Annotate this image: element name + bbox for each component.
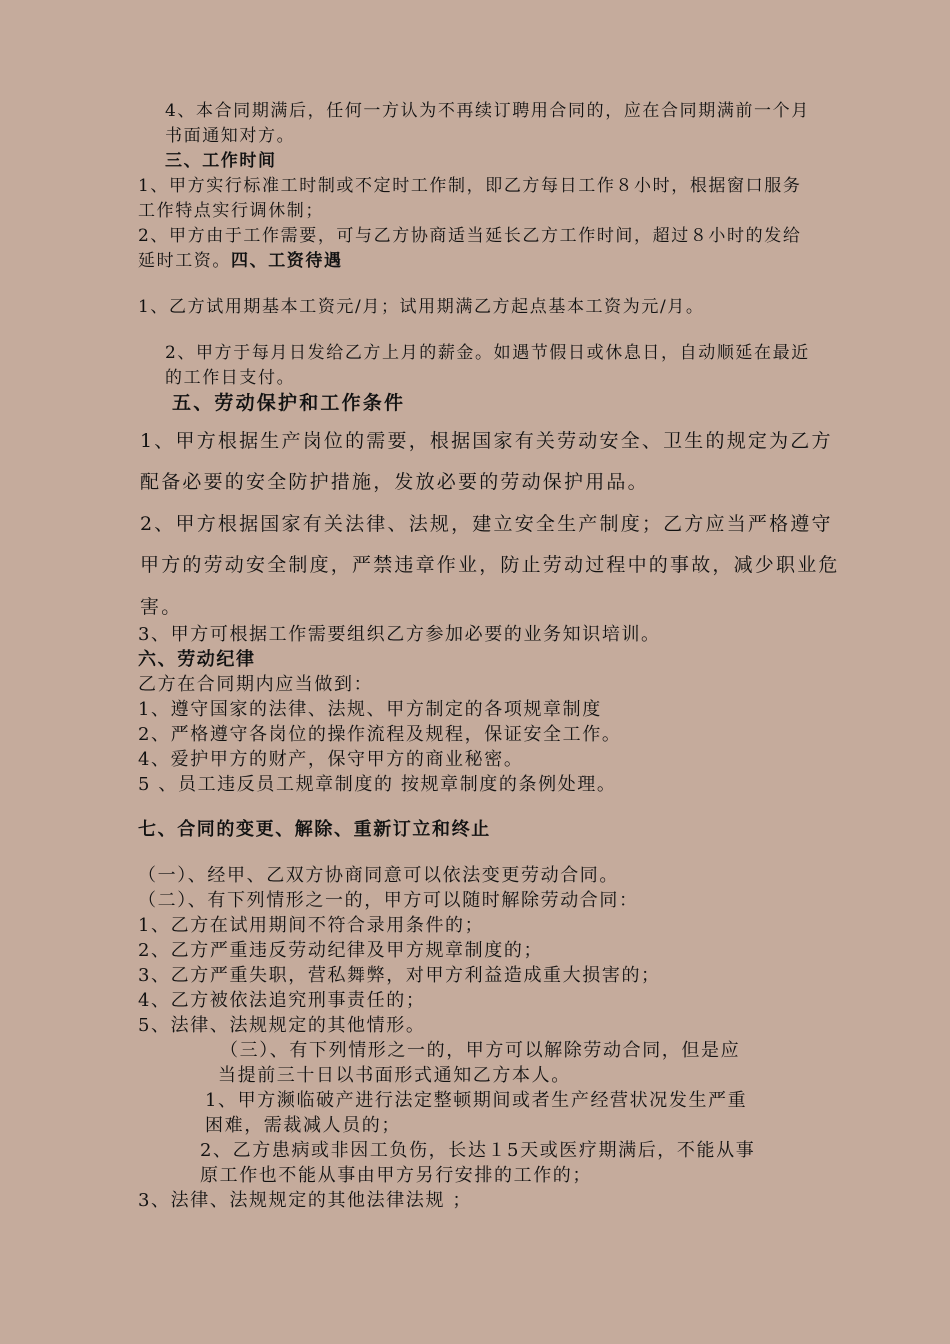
clause-7-1: （一）、经甲、乙双方协商同意可以依法变更劳动合同。 bbox=[138, 865, 619, 886]
clause-3-2-line-1: 2、甲方由于工作需要，可与乙方协商适当延长乙方工作时间，超过８小时的发给 bbox=[138, 226, 802, 246]
clause-7-3-intro-line-2: 当提前三十日以书面形式通知乙方本人。 bbox=[218, 1065, 571, 1086]
clause-6-2: 2、严格遵守各岗位的操作流程及规程，保证安全工作。 bbox=[138, 724, 622, 745]
clause-6-4: 4、爱护甲方的财产，保守甲方的商业秘密。 bbox=[138, 749, 524, 770]
section-5-heading: 五、劳动保护和工作条件 bbox=[172, 392, 406, 414]
section-6-heading: 六、劳动纪律 bbox=[138, 649, 256, 670]
clause-7-3-item-1-line-1: 1、甲方濒临破产进行法定整顿期间或者生产经营状况发生严重 bbox=[205, 1090, 748, 1111]
clause-7-3-intro-line-1: （三）、有下列情形之一的，甲方可以解除劳动合同，但是应 bbox=[220, 1040, 741, 1061]
clause-6-intro: 乙方在合同期内应当做到： bbox=[138, 674, 374, 695]
clause-7-3-item-1-line-2: 困难，需裁减人员的； bbox=[205, 1115, 401, 1136]
clause-4-2-line-1: 2、甲方于每月日发给乙方上月的薪金。如遇节假日或休息日，自动顺延在最近 bbox=[165, 343, 810, 363]
clause-4-1: 1、乙方试用期基本工资元/月；试用期满乙方起点基本工资为元/月。 bbox=[138, 297, 705, 317]
clause-5-2-line-3: 害。 bbox=[140, 596, 183, 618]
clause-7-3-item-3: 3、法律、法规规定的其他法律法规 ； bbox=[138, 1190, 472, 1211]
clause-2-4-line-2: 书面通知对方。 bbox=[165, 126, 296, 146]
clause-6-5: 5 、员工违反员工规章制度的 按规章制度的条例处理。 bbox=[138, 774, 617, 795]
clause-6-1: 1、遵守国家的法律、法规、甲方制定的各项规章制度 bbox=[138, 699, 602, 720]
clause-4-2-line-2: 的工作日支付。 bbox=[165, 368, 296, 388]
clause-5-1-line-1: 1、甲方根据生产岗位的需要，根据国家有关劳动安全、卫生的规定为乙方 bbox=[140, 430, 833, 452]
clause-3-1-line-2: 工作特点实行调休制； bbox=[138, 201, 324, 221]
clause-7-2-item-4: 4、乙方被依法追究刑事责任的； bbox=[138, 990, 426, 1011]
clause-7-2-item-1: 1、乙方在试用期间不符合录用条件的； bbox=[138, 915, 485, 936]
clause-3-2-tail: 延时工资。 bbox=[138, 251, 231, 271]
section-4-heading: 四、工资待遇 bbox=[231, 251, 343, 271]
clause-7-2-item-5: 5、法律、法规规定的其他情形。 bbox=[138, 1015, 426, 1036]
clause-3-2-line-2 bbox=[138, 250, 343, 272]
clause-2-4-line-1: 4、本合同期满后，任何一方认为不再续订聘用合同的，应在合同期满前一个月 bbox=[165, 101, 810, 121]
clause-3-1-line-1: 1、甲方实行标准工时制或不定时工作制，即乙方每日工作８小时，根据窗口服务 bbox=[138, 176, 802, 196]
clause-5-1-line-2: 配备必要的安全防护措施，发放必要的劳动保护用品。 bbox=[140, 471, 649, 493]
clause-5-2-line-2: 甲方的劳动安全制度，严禁违章作业，防止劳动过程中的事故，减少职业危 bbox=[140, 554, 840, 576]
section-7-heading: 七、合同的变更、解除、重新订立和终止 bbox=[138, 819, 491, 840]
clause-7-2-intro: （二）、有下列情形之一的，甲方可以随时解除劳动合同： bbox=[138, 890, 639, 911]
clause-7-3-item-2-line-1: 2、乙方患病或非因工负伤，长达１5天或医疗期满后，不能从事 bbox=[200, 1140, 756, 1161]
clause-7-2-item-2: 2、乙方严重违反劳动纪律及甲方规章制度的； bbox=[138, 940, 544, 961]
clause-5-3: 3、甲方可根据工作需要组织乙方参加必要的业务知识培训。 bbox=[138, 624, 661, 645]
section-3-heading: 三、工作时间 bbox=[165, 151, 277, 171]
clause-7-2-item-3: 3、乙方严重失职，营私舞弊，对甲方利益造成重大损害的； bbox=[138, 965, 661, 986]
clause-7-3-item-2-line-2: 原工作也不能从事由甲方另行安排的工作的； bbox=[200, 1165, 592, 1186]
clause-5-2-line-1: 2、甲方根据国家有关法律、法规，建立安全生产制度；乙方应当严格遵守 bbox=[140, 513, 833, 535]
